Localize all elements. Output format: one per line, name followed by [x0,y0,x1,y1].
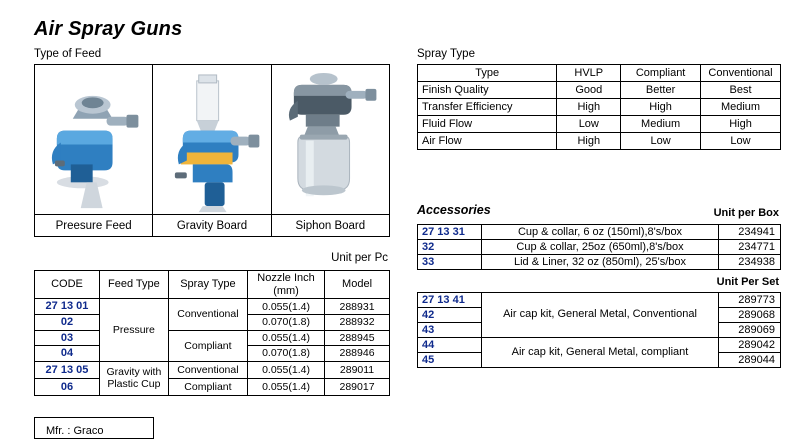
column-header-nozzle: Nozzle Inch (mm) [247,271,324,299]
page-title: Air Spray Guns [34,18,183,40]
cell-compliant: Medium [621,116,701,133]
spray-gun-siphon-board-cell [271,65,389,215]
table-row [35,361,390,378]
cell-part-number: 289068 [719,308,781,323]
feed-image-caption: Preesure Feed [35,215,153,237]
feed-image-caption: Gravity Board [153,215,271,237]
table-row [35,299,390,315]
table-row [418,255,781,270]
cell-part-number: 289069 [719,323,781,338]
cell-description: Air cap kit, General Metal, compliant [482,338,719,368]
cell-conventional: Low [701,133,781,150]
cell-code: 03 [35,330,100,346]
cell-code: 02 [35,314,100,330]
cell-model: 288932 [325,314,390,330]
column-header-feed-type: Feed Type [99,271,168,299]
cell-property: Fluid Flow [418,116,557,133]
column-header-model: Model [325,271,390,299]
table-row [418,116,781,133]
cell-property: Finish Quality [418,82,557,99]
cell-conventional: Medium [701,99,781,116]
cell-part-number: 289044 [719,353,781,368]
cell-code: 27 13 05 [35,361,100,378]
column-header-hvlp: HVLP [557,65,621,82]
cell-description: Lid & Liner, 32 oz (850ml), 25's/box [482,255,719,270]
spray-gun-gravity-board-cell [153,65,271,215]
cell-code: 33 [418,255,482,270]
cell-spray-type: Compliant [168,378,247,395]
feed-type-image-table [34,64,390,237]
table-row [418,82,781,99]
table-row [418,225,781,240]
cell-spray-type: Conventional [168,361,247,378]
cell-code: 27 13 01 [35,299,100,315]
cell-conventional: High [701,116,781,133]
cell-hvlp: Low [557,116,621,133]
spray-type-label: Spray Type [417,48,475,60]
cell-description: Cup & collar, 6 oz (150ml),8's/box [482,225,719,240]
feed-image-caption: Siphon Board [271,215,389,237]
cell-nozzle: 0.070(1.8) [247,314,324,330]
cell-part-number: 289042 [719,338,781,353]
cell-nozzle: 0.070(1.8) [247,346,324,362]
cell-hvlp: Good [557,82,621,99]
cell-compliant: Better [621,82,701,99]
spray-gun-pressure-feed-cell [35,65,153,215]
table-header-row [418,65,781,82]
cell-code: 32 [418,240,482,255]
cell-code: 06 [35,378,100,395]
table-row [418,240,781,255]
cell-feed-type: Pressure [99,299,168,362]
cell-hvlp: High [557,133,621,150]
cell-model: 288946 [325,346,390,362]
cell-spray-type: Conventional [168,299,247,330]
cell-property: Air Flow [418,133,557,150]
cell-conventional: Best [701,82,781,99]
type-of-feed-label: Type of Feed [34,48,102,60]
unit-per-box-label: Unit per Box [713,207,779,219]
mfr-label: Mfr. : Graco [46,425,104,437]
spray-gun-gravity-board-image [153,65,270,214]
cell-description: Air cap kit, General Metal, Conventional [482,293,719,338]
column-header-code: CODE [35,271,100,299]
cell-nozzle: 0.055(1.4) [247,299,324,315]
cell-nozzle: 0.055(1.4) [247,330,324,346]
unit-per-pc-label: Unit per Pc [331,252,388,264]
cell-part-number: 234938 [719,255,781,270]
table-row [418,133,781,150]
table-row [418,99,781,116]
cell-code: 42 [418,308,482,323]
table-row [418,293,781,308]
accessories-table [417,224,781,270]
cell-code: 04 [35,346,100,362]
cell-code: 27 13 41 [418,293,482,308]
unit-per-set-label: Unit Per Set [716,276,779,288]
cell-code: 27 13 31 [418,225,482,240]
column-header-conventional: Conventional [701,65,781,82]
column-header-type: Type [418,65,557,82]
cell-model: 289011 [325,361,390,378]
cell-part-number: 234941 [719,225,781,240]
cell-feed-type: Gravity with Plastic Cup [99,361,168,395]
accessories-heading: Accessories [417,203,491,217]
spray-gun-pressure-feed-image [35,65,152,214]
column-header-compliant: Compliant [621,65,701,82]
table-header-row [35,271,390,299]
cell-property: Transfer Efficiency [418,99,557,116]
spray-gun-siphon-board-image [272,65,389,214]
cell-model: 288931 [325,299,390,315]
cell-nozzle: 0.055(1.4) [247,361,324,378]
cell-hvlp: High [557,99,621,116]
cell-code: 44 [418,338,482,353]
table-row [35,378,390,395]
cell-model: 288945 [325,330,390,346]
cell-compliant: Low [621,133,701,150]
cell-compliant: High [621,99,701,116]
table-row [35,330,390,346]
spray-type-comparison-table [417,64,781,150]
cell-part-number: 289773 [719,293,781,308]
air-cap-kit-table [417,292,781,368]
feed-type-spec-table [34,270,390,396]
cell-spray-type: Compliant [168,330,247,361]
cell-description: Cup & collar, 25oz (650ml),8's/box [482,240,719,255]
cell-nozzle: 0.055(1.4) [247,378,324,395]
cell-model: 289017 [325,378,390,395]
cell-code: 45 [418,353,482,368]
column-header-spray-type: Spray Type [168,271,247,299]
cell-part-number: 234771 [719,240,781,255]
table-row [418,338,781,353]
cell-code: 43 [418,323,482,338]
